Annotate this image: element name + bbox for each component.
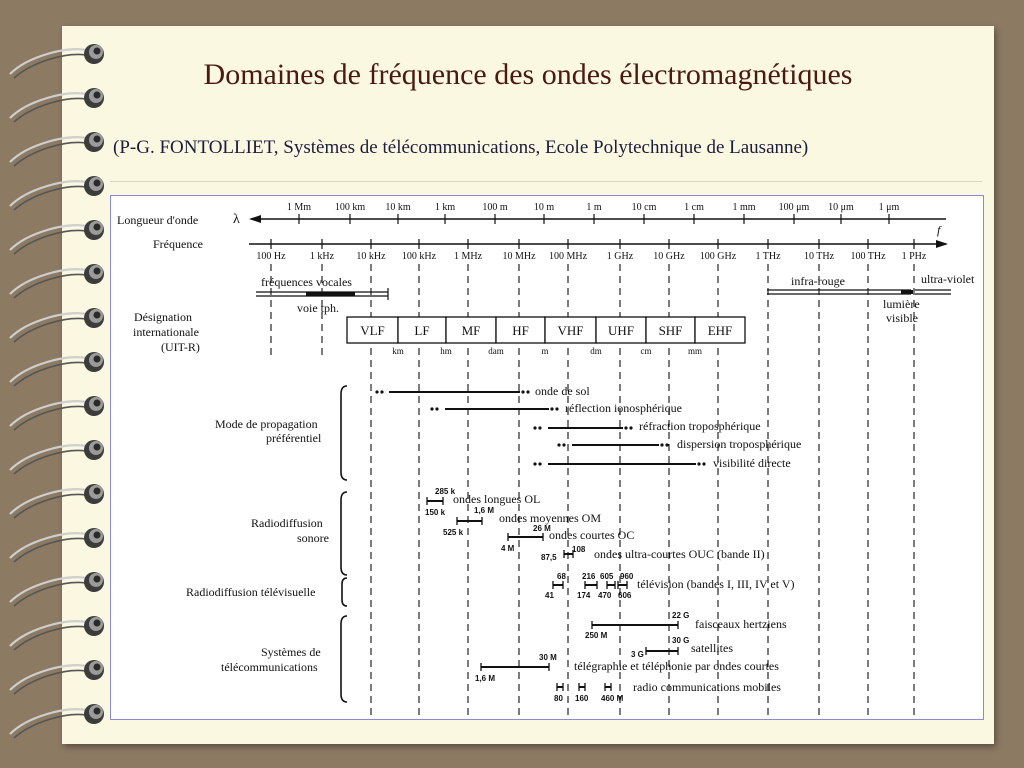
band-unit: dm xyxy=(590,346,602,356)
spiral-ring-shadow xyxy=(14,626,86,650)
svg-text:285 k: 285 k xyxy=(435,487,456,496)
binding-grommet-center xyxy=(94,224,101,231)
svg-text:faisceaux hertziens: faisceaux hertziens xyxy=(695,617,787,631)
spiral-ring-shadow xyxy=(14,362,86,386)
svg-text:250 M: 250 M xyxy=(585,631,608,640)
designation-label-2: internationale xyxy=(133,325,199,339)
propagation-label-1: Mode de propagation xyxy=(215,417,318,431)
brace-telecom xyxy=(341,616,347,702)
wavelength-tick-label: 10 μm xyxy=(828,202,854,213)
spiral-ring-shadow xyxy=(14,670,86,694)
svg-text:radio communications mobiles: radio communications mobiles xyxy=(633,680,781,694)
visible-light-label-1: lumière xyxy=(883,297,920,311)
svg-text:télégraphie et téléphonie par: télégraphie et téléphonie par ondes courtes xyxy=(574,659,779,673)
spiral-binding xyxy=(8,0,108,768)
svg-text:525 k: 525 k xyxy=(443,528,464,537)
binding-grommet-center xyxy=(94,576,101,583)
wavelength-tick-label: 1 μm xyxy=(878,202,900,213)
svg-text:470: 470 xyxy=(598,591,612,600)
visible-light-label-2: visible xyxy=(886,311,918,325)
spiral-ring xyxy=(10,357,86,382)
band-unit: km xyxy=(392,346,404,356)
spiral-ring-shadow xyxy=(14,142,86,166)
svg-text:visibilité directe: visibilité directe xyxy=(713,456,791,470)
wavelength-tick-label: 100 km xyxy=(334,202,366,213)
wavelength-tick-label: 1 mm xyxy=(732,202,756,213)
wavelength-tick-label: 10 km xyxy=(385,202,411,213)
svg-text:22 G: 22 G xyxy=(672,611,690,620)
svg-text:ondes longues OL: ondes longues OL xyxy=(453,492,541,506)
svg-text:460 M: 460 M xyxy=(601,694,624,703)
spiral-ring xyxy=(10,401,86,426)
spiral-ring xyxy=(10,445,86,470)
spiral-ring xyxy=(10,577,86,602)
spiral-ring-shadow xyxy=(14,406,86,430)
frequency-tick-label: 1 kHz xyxy=(309,251,335,262)
band-unit: hm xyxy=(440,346,452,356)
svg-text:160: 160 xyxy=(575,694,589,703)
frequency-tick-label: 100 GHz xyxy=(699,251,737,262)
binding-grommet-center xyxy=(94,180,101,187)
binding-grommet-center xyxy=(94,488,101,495)
brace-propagation xyxy=(341,386,347,480)
tv-label: Radiodiffusion télévisuelle xyxy=(186,585,316,599)
spiral-ring xyxy=(10,313,86,338)
frequency-tick-label: 100 kHz xyxy=(401,251,437,262)
telecom-label-1: Systèmes de xyxy=(261,645,321,659)
frequency-tick-label: 100 MHz xyxy=(548,251,588,262)
frequency-tick-label: 1 GHz xyxy=(606,251,634,262)
spiral-ring-shadow xyxy=(14,318,86,342)
propagation-row-line-of-sight xyxy=(533,456,790,470)
frequency-tick-label: 100 THz xyxy=(850,251,886,262)
binding-grommet-center xyxy=(94,92,101,99)
band-name: HF xyxy=(512,323,529,338)
spiral-ring-shadow xyxy=(14,538,86,562)
wavelength-tick-label: 10 m xyxy=(533,202,555,213)
propagation-row-tropo-scatter xyxy=(557,437,801,451)
spiral-ring-shadow xyxy=(14,450,86,474)
svg-text:réfraction troposphérique: réfraction troposphérique xyxy=(639,419,761,433)
designation-label-1: Désignation xyxy=(134,310,192,324)
svg-text:68: 68 xyxy=(557,572,566,581)
spiral-ring xyxy=(10,93,86,118)
wavelength-tick-label: 100 m xyxy=(482,202,508,213)
binding-grommet-center xyxy=(94,312,101,319)
binding-grommet-center xyxy=(94,444,101,451)
binding-grommet-center xyxy=(94,708,101,715)
spiral-ring-shadow xyxy=(14,186,86,210)
band-name: UHF xyxy=(607,323,635,338)
binding-grommet-center xyxy=(94,532,101,539)
spiral-ring xyxy=(10,225,86,250)
wavelength-label: Longueur d'onde xyxy=(117,213,199,227)
designation-label-3: (UIT-R) xyxy=(161,340,200,354)
svg-text:174: 174 xyxy=(577,591,591,600)
propagation-row-ground xyxy=(375,384,590,398)
frequency-arrow xyxy=(936,240,948,248)
binding-grommet-center xyxy=(94,268,101,275)
svg-text:150 k: 150 k xyxy=(425,508,446,517)
band-unit: dam xyxy=(488,346,504,356)
telecom-row-shortwave-telephony xyxy=(475,653,779,683)
spiral-ring xyxy=(10,137,86,162)
frequency-tick-label: 1 MHz xyxy=(453,251,483,262)
svg-text:réflection ionosphérique: réflection ionosphérique xyxy=(565,401,682,415)
slide-title: Domaines de fréquence des ondes électromagnétiques xyxy=(203,58,853,91)
svg-text:41: 41 xyxy=(545,591,554,600)
binding-grommet-center xyxy=(94,48,101,55)
svg-text:ondes courtes OC: ondes courtes OC xyxy=(549,528,635,542)
band-unit: cm xyxy=(640,346,652,356)
band-unit: m xyxy=(541,346,549,356)
binding-grommet-center xyxy=(94,400,101,407)
svg-text:3 G: 3 G xyxy=(631,650,644,659)
band-name: VHF xyxy=(557,323,584,338)
wavelength-tick-label: 1 Mm xyxy=(286,202,312,213)
svg-text:960: 960 xyxy=(620,572,634,581)
frequency-diagram xyxy=(110,195,984,720)
slide-subtitle: (P-G. FONTOLLIET, Systèmes de télécommunications, Ecole Polytechnique de Lausanne) xyxy=(113,137,809,158)
radio-sound-label-2: sonore xyxy=(297,531,329,545)
svg-text:216: 216 xyxy=(582,572,596,581)
svg-text:onde de sol: onde de sol xyxy=(535,384,590,398)
spiral-ring xyxy=(10,489,86,514)
svg-text:606: 606 xyxy=(618,591,632,600)
svg-text:87,5: 87,5 xyxy=(541,553,557,562)
band-name: LF xyxy=(414,323,430,338)
spiral-ring-shadow xyxy=(14,230,86,254)
band-unit: mm xyxy=(687,346,703,356)
svg-text:26 M: 26 M xyxy=(533,524,551,533)
radio-sound-label-1: Radiodiffusion xyxy=(251,516,323,530)
voice-channel-label: voie tph. xyxy=(297,301,339,315)
svg-text:ondes moyennes OM: ondes moyennes OM xyxy=(499,511,601,525)
frequency-tick-label: 10 THz xyxy=(803,251,835,262)
spiral-ring-shadow xyxy=(14,98,86,122)
brace-radio-sound xyxy=(341,492,347,575)
frequency-tick-label: 1 THz xyxy=(755,251,781,262)
frequency-tick-label: 1 PHz xyxy=(901,251,927,262)
svg-text:108: 108 xyxy=(572,545,586,554)
spiral-ring-shadow xyxy=(14,274,86,298)
svg-text:dispersion troposphérique: dispersion troposphérique xyxy=(677,437,802,451)
wavelength-tick-label: 10 cm xyxy=(631,202,657,213)
svg-text:605: 605 xyxy=(600,572,614,581)
band-name: MF xyxy=(461,323,481,338)
wavelength-tick-label: 1 km xyxy=(434,202,456,213)
frequency-tick-label: 10 MHz xyxy=(502,251,536,262)
band-name: EHF xyxy=(707,323,733,338)
wavelength-arrow xyxy=(249,215,261,223)
tv-row xyxy=(545,572,795,600)
spiral-ring xyxy=(10,269,86,294)
band-name: VLF xyxy=(360,323,385,338)
wavelength-tick-label: 100 μm xyxy=(778,202,810,213)
spiral-ring-shadow xyxy=(14,582,86,606)
svg-text:30 G: 30 G xyxy=(672,636,690,645)
spiral-ring-shadow xyxy=(14,714,86,738)
binding-grommet-center xyxy=(94,664,101,671)
wavelength-tick-label: 1 m xyxy=(586,202,602,213)
svg-text:satellites: satellites xyxy=(691,641,733,655)
lambda-symbol: λ xyxy=(233,212,240,227)
ultraviolet-label: ultra-violet xyxy=(921,272,975,286)
spiral-ring xyxy=(10,621,86,646)
binding-grommet-center xyxy=(94,356,101,363)
voice-frequency-label: fréquences vocales xyxy=(261,275,352,289)
telecom-row-mobile-radio xyxy=(554,680,781,703)
svg-text:1,6 M: 1,6 M xyxy=(475,674,496,683)
spiral-ring xyxy=(10,709,86,734)
binding-grommet-center xyxy=(94,136,101,143)
telecom-label-2: télécommunications xyxy=(221,660,318,674)
infrared-label: infra-rouge xyxy=(791,274,845,288)
svg-text:80: 80 xyxy=(554,694,563,703)
svg-text:30 M: 30 M xyxy=(539,653,557,662)
radio-sound-row-fm xyxy=(541,545,765,562)
svg-text:1,6 M: 1,6 M xyxy=(474,506,495,515)
band-name: SHF xyxy=(658,323,683,338)
wavelength-tick-label: 1 cm xyxy=(684,202,704,213)
f-symbol: f xyxy=(937,223,941,237)
frequency-tick-label: 10 GHz xyxy=(653,251,685,262)
frequency-label: Fréquence xyxy=(153,237,203,251)
spiral-ring-shadow xyxy=(14,494,86,518)
divider xyxy=(110,181,982,182)
svg-text:4 M: 4 M xyxy=(501,544,515,553)
brace-tv xyxy=(342,578,347,606)
svg-text:télévision (bandes I, III, IV: télévision (bandes I, III, IV et V) xyxy=(637,577,795,591)
spiral-ring xyxy=(10,533,86,558)
binding-grommet-center xyxy=(94,620,101,627)
frequency-tick-label: 10 kHz xyxy=(356,251,386,262)
frequency-tick-label: 100 Hz xyxy=(256,251,286,262)
spiral-ring xyxy=(10,665,86,690)
propagation-label-2: préférentiel xyxy=(266,431,322,445)
svg-text:ondes ultra-courtes OUC (bande: ondes ultra-courtes OUC (bande II) xyxy=(594,547,765,561)
spiral-ring xyxy=(10,181,86,206)
